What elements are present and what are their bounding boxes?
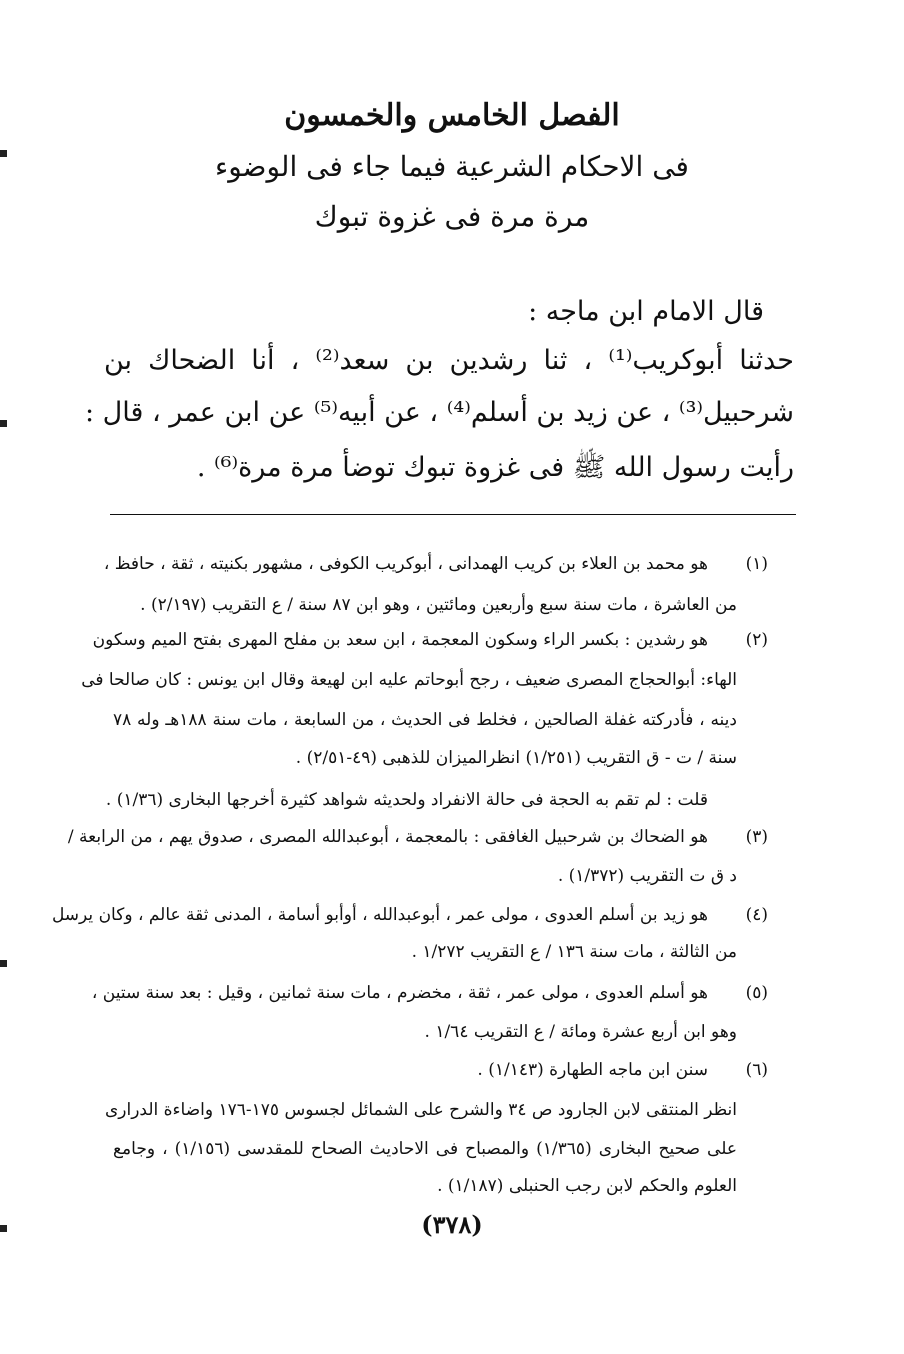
chapter-subtitle-1: فى الاحكام الشرعية فيما جاء فى الوضوء [215, 150, 689, 183]
chapter-subtitle-2: مرة مرة فى غزوة تبوك [314, 200, 590, 233]
footnote-line: سنة / ت - ق التقريب (١/٢٥١) انظرالميزان للذهبى (٤٩-٢/٥١) . [295, 748, 737, 768]
footnote-number: (٢) [745, 630, 768, 650]
footnote-number: (٣) [745, 827, 768, 847]
footnote-line: من العاشرة ، مات سنة سبع وأربعين ومائتين ، وهو ابن ٨٧ سنة / ع التقريب (٢/١٩٧) . [140, 595, 737, 615]
footnote-line: هو زيد بن أسلم العدوى ، مولى عمر ، أبوعبدالله ، أوأبو أسامة ، المدنى ثقة عالم ، وكان يرسل [51, 905, 708, 925]
footnote-line: الهاء: أبوالحجاج المصرى ضعيف ، رجح أبوحاتم عليه ابن لهيعة وقال ابن يونس : كان صالحا فى [81, 670, 737, 690]
footnote-line: هو أسلم العدوى ، مولى عمر ، ثقة ، مخضرم ، مات سنة ثمانين ، وقيل : بعد سنة ستين ، [91, 983, 708, 1003]
footnote-line: من الثالثة ، مات سنة ١٣٦ / ع التقريب ١/٢٧٢ . [411, 942, 737, 962]
scan-edge-mark [0, 420, 7, 427]
page-number: (٣٧٨) [421, 1210, 483, 1239]
footnote-line: على صحيح البخارى (١/٣٦٥) والمصباح فى الاحاديث الصحاح للمقدسى (١/١٥٦) ، وجامع [113, 1139, 737, 1159]
chapter-title: الفصل الخامس والخمسون [284, 98, 620, 133]
footnote-line: قلت : لم تقم به الحجة فى حالة الانفراد ولحديثه شواهد كثيرة أخرجها البخارى (١/٣٦) . [105, 790, 708, 810]
footnote-line: د ق ت التقريب (١/٣٧٢) . [557, 866, 737, 886]
footnote-line: العلوم والحكم لابن رجب الحنبلى (١/١٨٧) . [437, 1176, 737, 1196]
hadith-line: شرحبيل⁽³⁾ ، عن زيد بن أسلم⁽⁴⁾ ، عن أبيه⁽⁵⁾ عن ابن عمر ، قال : [84, 397, 794, 428]
footnote-number: (٦) [745, 1060, 768, 1080]
footnote-line: انظر المنتقى لابن الجارود ص ٣٤ والشرح على الشمائل لجسوس ١٧٥-١٧٦ واضاءة الدرارى [104, 1100, 737, 1120]
footnote-number: (٥) [745, 983, 768, 1003]
footnote-line: سنن ابن ماجه الطهارة (١/١٤٣) . [477, 1060, 708, 1080]
hadith-line: رأيت رسول الله ﷺ فى غزوة تبوك توضأ مرة مرة⁽⁶⁾ . [196, 452, 794, 483]
footnote-line: هو الضحاك بن شرحبيل الغافقى : بالمعجمة ، أبوعبدالله المصرى ، صدوق يهم ، من الرابعة / [67, 827, 708, 847]
footnote-number: (١) [745, 554, 768, 574]
hadith-line: حدثنا أبوكريب⁽¹⁾ ، ثنا رشدين بن سعد⁽²⁾ ، أنا الضحاك بن [104, 345, 794, 376]
footnote-separator [110, 514, 796, 515]
footnote-number: (٤) [745, 905, 768, 925]
hadith-intro: قال الامام ابن ماجه : [528, 296, 764, 327]
scan-edge-mark [0, 960, 7, 967]
footnote-line: دينه ، فأدركته غفلة الصالحين ، فخلط فى الحديث ، من السابعة ، مات سنة ١٨٨هـ وله ٧٨ [113, 710, 737, 730]
footnote-line: وهو ابن أربع عشرة ومائة / ع التقريب ١/٦٤ . [424, 1022, 737, 1042]
footnote-line: هو محمد بن العلاء بن كريب الهمدانى ، أبوكريب الكوفى ، مشهور بكنيته ، ثقة ، حافظ ، [103, 554, 708, 574]
footnote-line: هو رشدين : بكسر الراء وسكون المعجمة ، ابن سعد بن مفلح المهرى بفتح الميم وسكون [92, 630, 708, 650]
